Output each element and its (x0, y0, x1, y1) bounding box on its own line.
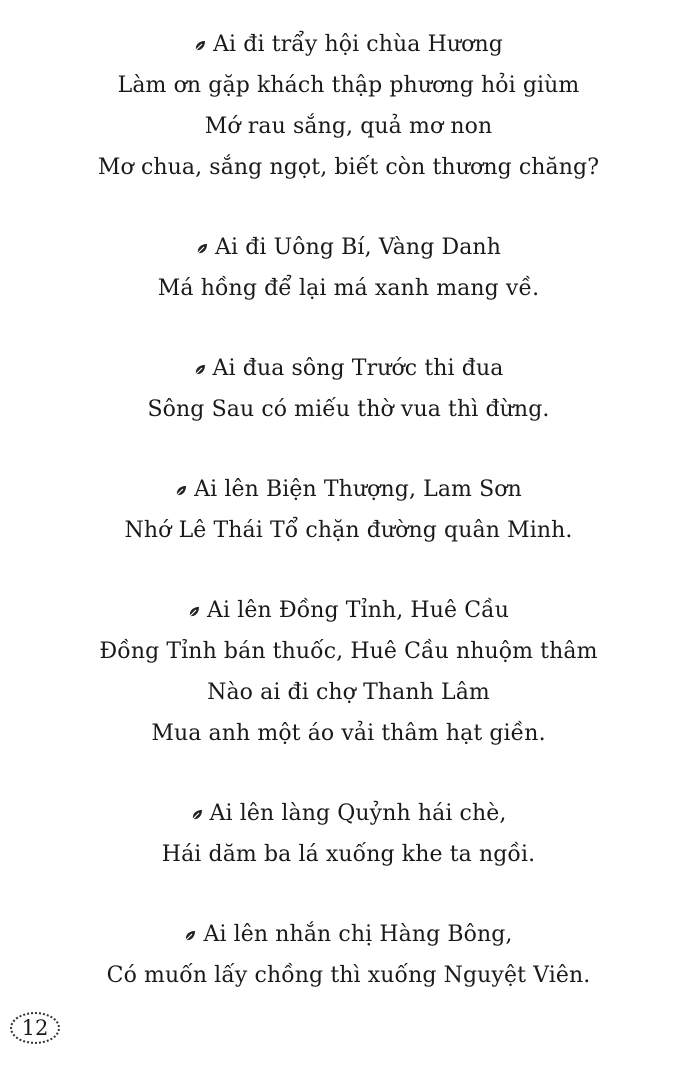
poem-stanza (0, 914, 697, 996)
page-number: 12 (10, 1012, 60, 1044)
poem-line: Đồng Tỉnh bán thuốc, Huê Cầu nhuộm thâm (99, 639, 598, 664)
leaf-bullet-icon (194, 364, 206, 376)
poem-line: Mớ rau sắng, quả mơ non (204, 114, 493, 139)
poem-line: Ai đua sông Trước thi đua (0, 348, 697, 389)
poem-stanza (0, 24, 697, 188)
poem-stanza (0, 793, 697, 875)
poem-line: Ai lên Đồng Tỉnh, Huê Cầu (0, 590, 697, 631)
leaf-bullet-icon (191, 809, 203, 821)
poem-line: Làm ơn gặp khách thập phương hỏi giùm (117, 73, 580, 98)
leaf-bullet-icon (194, 40, 206, 52)
poem-line: Ai đi Uông Bí, Vàng Danh (0, 227, 697, 268)
poem-line: Nào ai đi chợ Thanh Lâm (207, 680, 490, 705)
poem-line: Mua anh một áo vải thâm hạt giền. (151, 721, 546, 746)
poem-page (0, 24, 697, 1035)
poem-line: Sông Sau có miếu thờ vua thì đừng. (147, 397, 550, 422)
poem-line: Ai lên nhắn chị Hàng Bông, (0, 914, 697, 955)
poem-stanza (0, 227, 697, 309)
poem-line: Nhớ Lê Thái Tổ chặn đường quân Minh. (124, 518, 573, 543)
leaf-bullet-icon (175, 485, 187, 497)
poem-line: Mơ chua, sắng ngọt, biết còn thương chăng? (97, 155, 600, 180)
poem-line: Ai lên Biện Thượng, Lam Sơn (0, 469, 697, 510)
leaf-bullet-icon (184, 930, 196, 942)
poem-stanza (0, 348, 697, 430)
poem-line: Ai đi trẩy hội chùa Hương (0, 24, 697, 65)
leaf-bullet-icon (196, 243, 208, 255)
poem-line: Má hồng để lại má xanh mang về. (157, 276, 540, 301)
poem-line: Ai lên làng Quỷnh hái chè, (0, 793, 697, 834)
leaf-bullet-icon (188, 606, 200, 618)
poem-line: Có muốn lấy chồng thì xuống Nguyệt Viên. (106, 963, 591, 988)
poem-line: Hái dăm ba lá xuống khe ta ngồi. (161, 842, 536, 867)
poem-stanza (0, 590, 697, 754)
poem-stanza (0, 469, 697, 551)
